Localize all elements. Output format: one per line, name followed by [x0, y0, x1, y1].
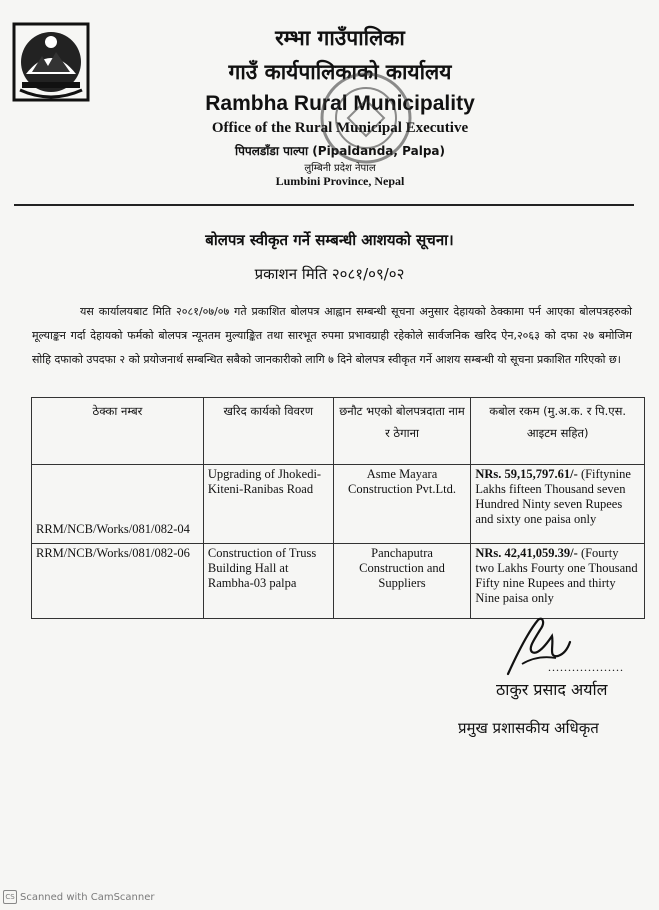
column-header: ठेक्का नम्बर: [32, 398, 204, 465]
bidder-name: Asme Mayara Construction Pvt.Ltd.: [333, 465, 471, 544]
province-english: Lumbini Province, Nepal: [275, 174, 405, 188]
table-row: [32, 544, 645, 619]
municipality-name-english: Rambha Rural Municipality: [205, 92, 475, 115]
column-header: छनौट भएको बोलपत्रदाता नाम र ठेगाना: [333, 398, 471, 465]
column-header: खरिद कार्यको विवरण: [203, 398, 333, 465]
contract-number: RRM/NCB/Works/081/082-06: [32, 544, 204, 619]
amount-words: (Fiftynine Lakhs fifteen Thousand seven Hundred Ninty seven Rupees and sixty one paisa only: [475, 467, 631, 526]
header-divider: [14, 204, 634, 206]
amount-words: (Fourty two Lakhs Fourty one Thousand Fifty nine Rupees and thirty Nine paisa only: [475, 546, 638, 605]
bid-amount: [471, 465, 645, 544]
camscanner-watermark: [3, 890, 155, 904]
notice-body: यस कार्यालयबाट मिति २०८१/०७/०७ गते प्रकाशित बोलपत्र आह्वान सम्बन्धी सूचना अनुसार देहायको ठेक्कामा पर्न आएका बोलपत्रहरुको मूल्याङ्कन गर्दा देहायको फर्मको बोलपत्र न्यूनतम मुल्याङ्कित तथा सारभूत रुपमा प्रभावग्राही रहेकोले सार्वजनिक खरिद ऐन,२०६३ को दफा २७ बमोजिम सोहि दफाको उपदफा २ को प्रयोजनार्थ सम्बन्धित सबैको जानकारीको लागि ७ दिने बोलपत्र स्वीकृत गर्ने आशय सम्बन्धी यो सूचना प्रकाशित गरिएको छ।: [32, 305, 632, 366]
province-nepali: लुम्बिनी प्रदेश नेपाल: [304, 163, 376, 174]
column-header: कबोल रकम (मु.अ.क. र पि.एस. आइटम सहित): [471, 398, 645, 465]
office-seal-icon: [318, 70, 414, 166]
publish-date: प्रकाशन मिति २०८१/०९/०२: [254, 265, 405, 283]
municipality-name-nepali: रम्भा गाउँपालिका: [275, 26, 405, 50]
amount-figure: NRs. 59,15,797.61/-: [475, 467, 578, 481]
signatory-name: ठाकुर प्रसाद अर्याल: [496, 680, 608, 699]
contract-number: RRM/NCB/Works/081/082-04: [32, 465, 204, 544]
office-name-nepali: गाउँ कार्यपालिकाको कार्यालय: [228, 60, 452, 84]
bid-table: [31, 397, 645, 619]
work-description: Upgrading of Jhokedi-Kiteni-Ranibas Road: [203, 465, 333, 544]
watermark-text: Scanned with CamScanner: [20, 892, 155, 903]
table-row: [32, 465, 645, 544]
bidder-name: Panchaputra Construction and Suppliers: [333, 544, 471, 619]
signatory-designation: प्रमुख प्रशासकीय अधिकृत: [458, 719, 599, 737]
signature-line: ...................: [548, 660, 624, 674]
camscanner-icon: CS: [3, 890, 17, 904]
work-description: Construction of Truss Building Hall at Rambha-03 palpa: [203, 544, 333, 619]
amount-figure: NRs. 42,41,059.39/-: [475, 546, 578, 560]
nepal-emblem-icon: [12, 22, 90, 102]
address-line: पिपलडाँडा पाल्पा (Pipaldanda, Palpa): [235, 144, 445, 158]
office-name-english: Office of the Rural Municipal Executive: [211, 120, 469, 136]
notice-title: बोलपत्र स्वीकृत गर्ने सम्बन्धी आशयको सूचना।: [205, 231, 454, 249]
bid-amount: [471, 544, 645, 619]
table-header-row: [32, 398, 645, 465]
